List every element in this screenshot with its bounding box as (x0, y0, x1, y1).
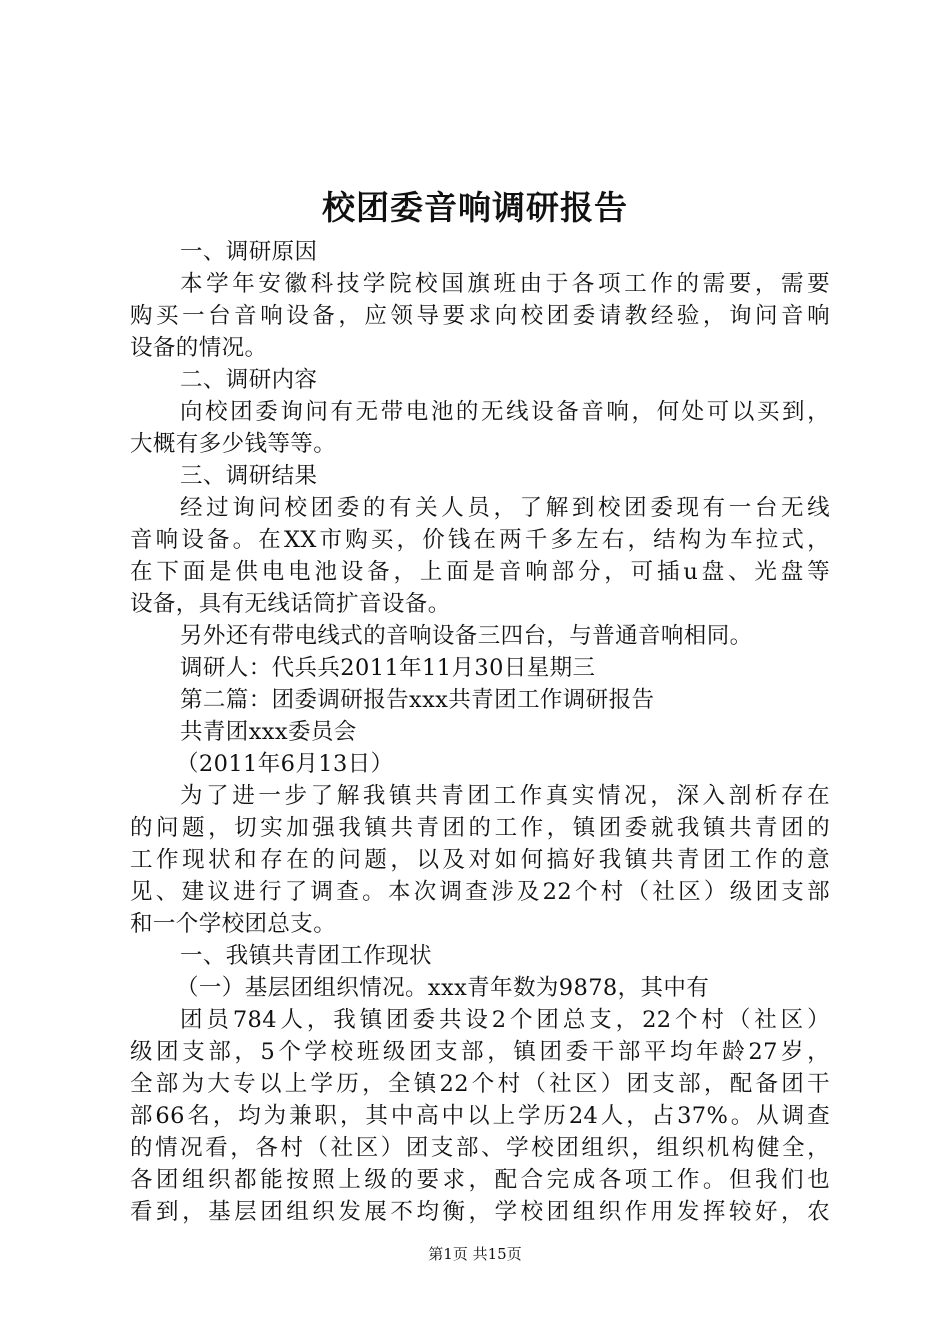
paragraph-line: 音响设备。在XX市购买，价钱在两千多左右，结构为车拉式， (130, 527, 830, 553)
section-heading: 一、调研原因 (180, 239, 318, 265)
subsection-line: （一）基层团组织情况。xxx青年数为9878，其中有 (176, 975, 710, 1001)
paragraph-line: 另外还有带电线式的音响设备三四台，与普通音响相同。 (180, 623, 753, 649)
paragraph-line: 部66名，均为兼职，其中高中以上学历24人，占37%。从调查 (130, 1103, 830, 1129)
section-heading: 二、调研内容 (180, 367, 318, 393)
paragraph-line: 经过询问校团委的有关人员，了解到校团委现有一台无线 (180, 495, 830, 521)
paragraph-line: 本学年安徽科技学院校国旗班由于各项工作的需要，需要 (180, 271, 830, 297)
paragraph-line: 看到，基层团组织发展不均衡，学校团组织作用发挥较好，农 (130, 1199, 830, 1225)
paragraph-line: 各团组织都能按照上级的要求，配合完成各项工作。但我们也 (130, 1167, 830, 1193)
section-heading: 一、我镇共青团工作现状 (180, 943, 432, 969)
paragraph-line: 和一个学校团总支。 (130, 911, 337, 937)
paragraph-line: 的情况看，各村（社区）团支部、学校团组织，组织机构健全， (130, 1135, 830, 1161)
paragraph-line: 大概有多少钱等等。 (130, 431, 337, 457)
paragraph-line: 团员784人，我镇团委共设2个团总支，22个村（社区） (180, 1007, 830, 1033)
paragraph-line: 见、建议进行了调查。本次调查涉及22个村（社区）级团支部 (130, 879, 830, 905)
second-article-heading: 第二篇：团委调研报告xxx共青团工作调研报告 (180, 687, 655, 713)
paragraph-line: 向校团委询问有无带电池的无线设备音响，何处可以买到， (180, 399, 830, 425)
document-title: 校团委音响调研报告 (322, 188, 628, 227)
paragraph-line: 为了进一步了解我镇共青团工作真实情况，深入剖析存在 (180, 783, 830, 809)
paragraph-line: 级团支部，5个学校班级团支部，镇团委干部平均年龄27岁， (130, 1039, 830, 1065)
author-date-line: 调研人：代兵兵2011年11月30日星期三 (180, 655, 596, 681)
document-body (130, 236, 830, 1228)
page-footer: 第1页 共15页 (428, 1245, 522, 1263)
paragraph-line: 在下面是供电电池设备，上面是音响部分，可插u盘、光盘等 (130, 559, 830, 585)
paragraph-line: 全部为大专以上学历，全镇22个村（社区）团支部，配备团干 (130, 1071, 830, 1097)
paragraph-line: 工作现状和存在的问题，以及对如何搞好我镇共青团工作的意 (130, 847, 830, 873)
paragraph-line: 的问题，切实加强我镇共青团的工作，镇团委就我镇共青团的 (130, 815, 830, 841)
paragraph-line: 设备的情况。 (130, 335, 268, 361)
paragraph-line: 设备，具有无线话筒扩音设备。 (130, 591, 451, 617)
paragraph-line: 购买一台音响设备，应领导要求向校团委请教经验，询问音响 (130, 303, 830, 329)
organization-name: 共青团xxx委员会 (180, 719, 357, 745)
section-heading: 三、调研结果 (180, 463, 318, 489)
report-date: （2011年6月13日） (176, 751, 394, 777)
